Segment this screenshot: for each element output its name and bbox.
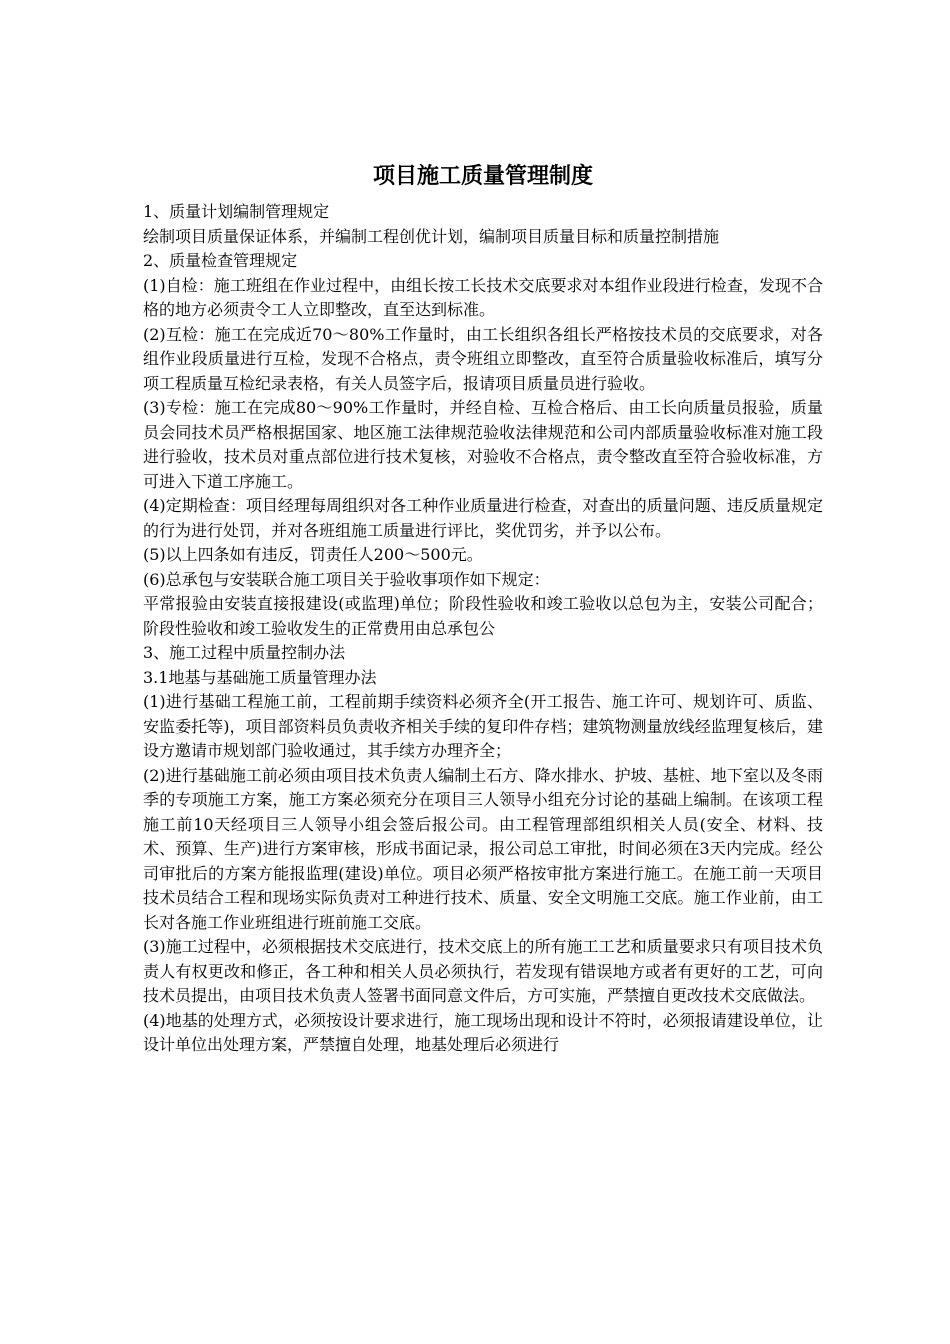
section-heading-3: 3、施工过程中质量控制办法	[143, 643, 346, 662]
paragraph: (5)以上四条如有违反，罚责任人200～500元。	[143, 545, 483, 564]
section-heading-2: 2、质量检查管理规定	[143, 251, 298, 270]
document-title: 项目施工质量管理制度	[372, 164, 593, 189]
paragraph: (3)施工过程中，必须根据技术交底进行，技术交底上的所有施工工艺和质量要求只有项目技术负责人有权更改和修正，各工种和相关人员必须执行，若发现有错误地方或者有更好的工艺，可向技术员提出，由项目技术负责人签署书面同意文件后，方可实施，严禁擅自更改技术交底做法。	[143, 937, 823, 1005]
paragraph: (3)专检：施工在完成80～90%工作量时，并经自检、互检合格后、由工长向质量员报验，质量员会同技术员严格根据国家、地区施工法律规范验收法律规范和公司内部质量验收标准对施工段进行验收，技术员对重点部位进行技术复核，对验收不合格点，责令整改直至符合验收标准，方可进入下道工序施工。	[143, 398, 823, 491]
paragraph: (2)进行基础施工前必须由项目技术负责人编制土石方、降水排水、护坡、基桩、地下室以及冬雨季的专项施工方案，施工方案必须充分在项目三人领导小组充分讨论的基础上编制。在该项工程施工前10天经项目三人领导小组会签后报公司。由工程管理部组织相关人员(安全、材料、技术、预算、生产)进行方案审核，形成书面记录，报公司总工审批，时间必须在3天内完成。经公司审批后的方案方能报监理(建设)单位。项目必须严格按审批方案进行施工。在施工前一天项目技术员结合工程和现场实际负责对工种进行技术、质量、安全文明施工交底。施工作业前，由工长对各施工作业班组进行班前施工交底。	[143, 765, 823, 932]
paragraph: (2)互检：施工在完成近70～80%工作量时，由工长组织各组长严格按技术员的交底要求，对各组作业段质量进行互检，发现不合格点，责令班组立即整改，直至符合质量验收标准后，填写分项工程质量互检纪录表格，有关人员签字后，报请项目质量员进行验收。	[143, 324, 823, 393]
document-page	[143, 160, 823, 1058]
paragraph: (4)地基的处理方式，必须按设计要求进行，施工现场出现和设计不符时，必须报请建设单位，让设计单位出处理方案，严禁擅自处理，地基处理后必须进行	[143, 1010, 823, 1054]
paragraph: (1)自检：施工班组在作业过程中，由组长按工长技术交底要求对本组作业段进行检查，发现不合格的地方必须责令工人立即整改，直至达到标准。	[143, 275, 823, 319]
paragraph: (6)总承包与安装联合施工项目关于验收事项作如下规定：	[143, 569, 550, 589]
paragraph: (1)进行基础工程施工前，工程前期手续资料必须齐全(开工报告、施工许可、规划许可、质监、安监委托等)，项目部资料员负责收齐相关手续的复印件存档；建筑物测量放线经监理复核后，建设方邀请市规划部门验收通过，其手续方办理齐全；	[143, 692, 823, 760]
paragraph: (4)定期检查：项目经理每周组织对各工种作业质量进行检查，对查出的质量问题、违反质量规定的行为进行处罚，并对各班组施工质量进行评比，奖优罚劣，并予以公布。	[143, 496, 823, 540]
paragraph: 绘制项目质量保证体系，并编制工程创优计划，编制项目质量目标和质量控制措施	[143, 226, 720, 246]
subsection-heading: 3.1地基与基础施工质量管理办法	[143, 667, 377, 687]
section-heading-1: 1、质量计划编制管理规定	[143, 202, 330, 221]
paragraph: 平常报验由安装直接报建设(或监理)单位；阶段性验收和竣工验收以总包为主，安装公司配合；阶段性验收和竣工验收发生的正常费用由总承包公	[143, 594, 823, 638]
document-body	[143, 200, 823, 1058]
